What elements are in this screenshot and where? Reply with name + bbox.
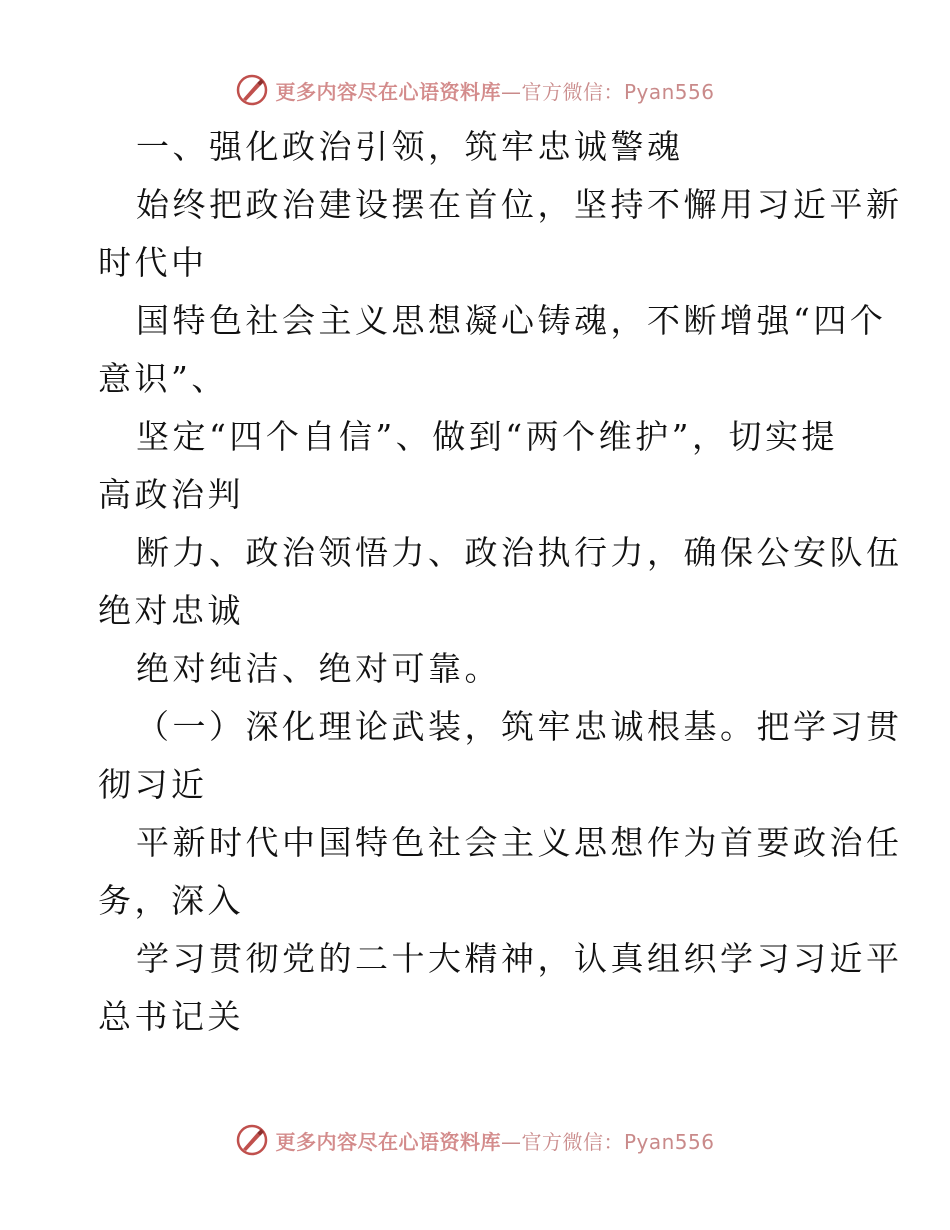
pen-circle-icon <box>235 73 269 107</box>
watermark-text <box>275 1126 714 1155</box>
text-line: （一）深化理论武装，筑牢忠诚根基。把学习贯 <box>136 707 903 746</box>
watermark-brand: 更多内容尽在心语资料库 <box>275 79 501 104</box>
watermark-contact: 官方微信：Pyan556 <box>521 1129 715 1154</box>
document-body <box>98 118 903 1046</box>
text-line: 务，深入 <box>98 881 244 920</box>
watermark-footer <box>0 1120 950 1160</box>
watermark-text <box>275 76 714 105</box>
text-line: 坚定“四个自信”、做到“两个维护”，切实提 <box>136 417 838 456</box>
watermark-separator: — <box>500 79 522 104</box>
watermark-header <box>0 70 950 110</box>
text-line: 绝对纯洁、绝对可靠。 <box>136 649 501 688</box>
pen-circle-icon <box>235 1123 269 1157</box>
text-line: 断力、政治领悟力、政治执行力，确保公安队伍 <box>136 533 903 572</box>
text-line: 一、强化政治引领，筑牢忠诚警魂 <box>136 127 684 166</box>
text-line: 国特色社会主义思想凝心铸魂，不断增强“四个 <box>136 301 887 340</box>
text-line: 绝对忠诚 <box>98 591 244 630</box>
text-line: 平新时代中国特色社会主义思想作为首要政治任 <box>136 823 903 862</box>
text-line: 意识”、 <box>98 359 228 398</box>
watermark-contact: 官方微信：Pyan556 <box>521 79 715 104</box>
text-line: 总书记关 <box>98 997 244 1036</box>
text-line: 时代中 <box>98 243 208 282</box>
text-line: 始终把政治建设摆在首位，坚持不懈用习近平新 <box>136 185 903 224</box>
text-line: 高政治判 <box>98 475 244 514</box>
watermark-brand: 更多内容尽在心语资料库 <box>275 1129 501 1154</box>
watermark-separator: — <box>500 1129 522 1154</box>
text-line: 彻习近 <box>98 765 208 804</box>
text-line: 学习贯彻党的二十大精神，认真组织学习习近平 <box>136 939 903 978</box>
